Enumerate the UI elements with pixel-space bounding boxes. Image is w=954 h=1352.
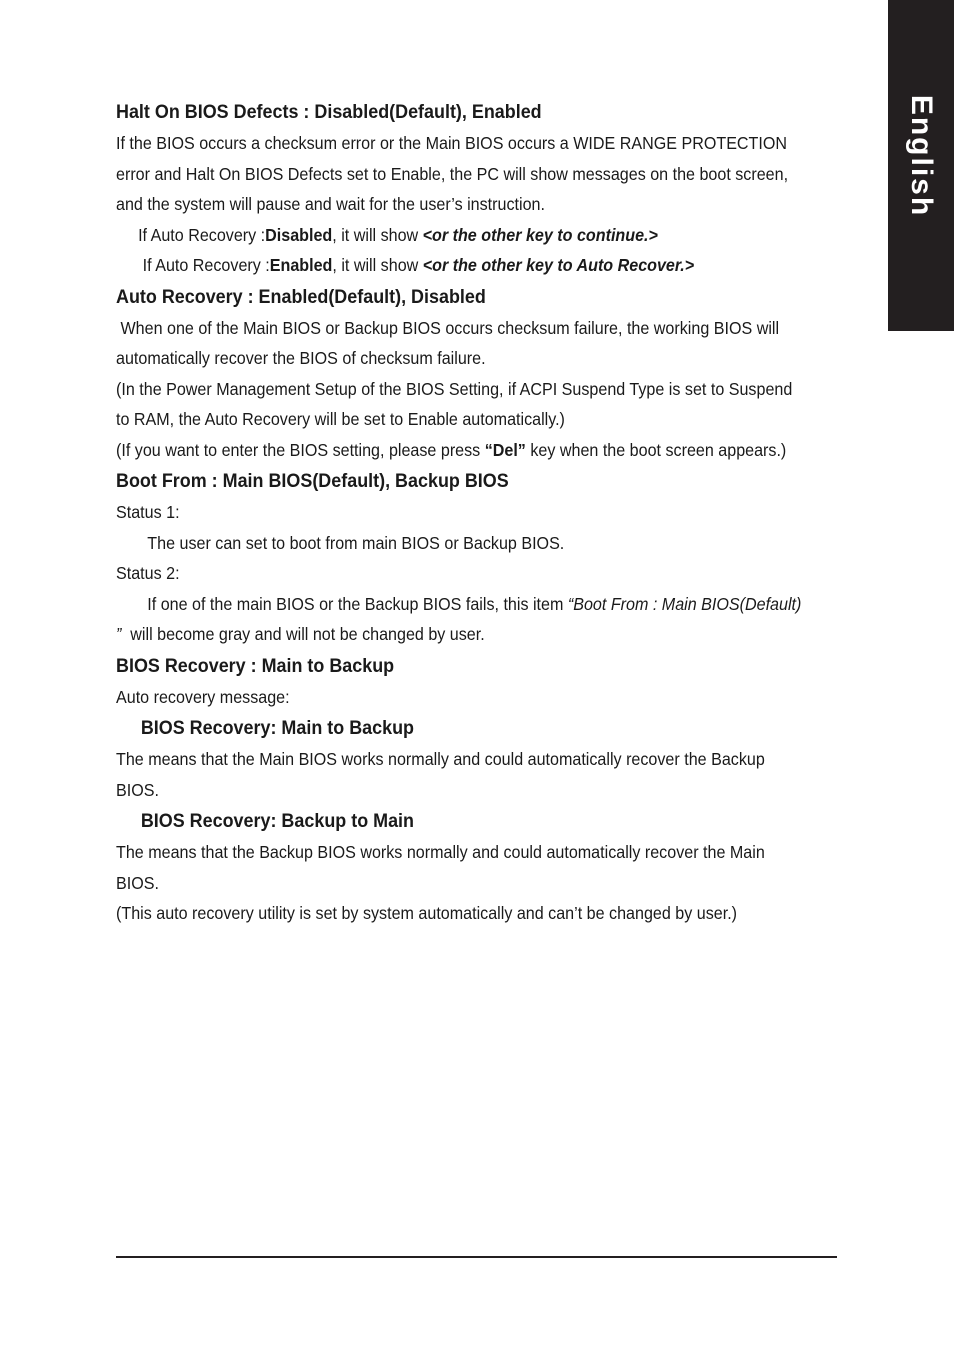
halt-disabled-middle: , it will show: [332, 224, 423, 245]
status2-text: [116, 589, 838, 620]
halt-heading: Halt On BIOS Defects : Disabled(Default), Enabled: [116, 101, 542, 123]
halt-disabled-line: [116, 220, 838, 251]
status2-continuation: [116, 619, 838, 650]
msg2-line-3: (This auto recovery utility is set by system automatically and can’t be changed by user.): [116, 903, 738, 923]
halt-enabled-line: [116, 250, 838, 281]
halt-disabled-prefix: If Auto Recovery :: [138, 224, 266, 245]
auto-recovery-heading: Auto Recovery : Enabled(Default), Disabled: [116, 285, 486, 308]
msg1-heading: BIOS Recovery: Main to Backup: [140, 717, 415, 739]
halt-disabled-state: Disabled: [265, 224, 333, 245]
halt-enabled-state: Enabled: [269, 255, 333, 275]
msg2-line-1: The means that the Backup BIOS works normally and could automatically recover the Main: [116, 842, 765, 862]
status1-label: Status 1:: [116, 502, 180, 522]
auto-recovery-line-1: When one of the Main BIOS or Backup BIOS occurs checksum failure, the working BIOS will: [116, 317, 780, 338]
language-tab-label: English: [905, 94, 938, 218]
halt-enabled-prefix: If Auto Recovery :: [142, 255, 270, 275]
msg2-heading: BIOS Recovery: Backup to Main: [140, 810, 415, 832]
del-line-suffix: key when the boot screen appears.): [525, 439, 787, 460]
auto-recovery-line-3: (In the Power Management Setup of the BIOS Setting, if ACPI Suspend Type is set to Suspend: [116, 378, 793, 399]
halt-body-line-1: If the BIOS occurs a checksum error or the Main BIOS occurs a WIDE RANGE PROTECTION: [116, 133, 788, 153]
footer-divider: [116, 1256, 837, 1258]
msg1-line-2: BIOS.: [116, 779, 159, 800]
boot-from-heading: Boot From : Main BIOS(Default), Backup BIOS: [116, 470, 509, 492]
document-body: [116, 96, 838, 929]
status1-text: The user can set to boot from main BIOS or Backup BIOS.: [147, 532, 565, 553]
bios-recovery-heading: BIOS Recovery : Main to Backup: [116, 654, 395, 677]
del-key: “Del”: [484, 439, 526, 460]
status2-quote-end: ”: [116, 624, 122, 644]
status2-prefix: If one of the main BIOS or the Backup BIOS fails, this item: [147, 593, 568, 614]
halt-enabled-message: <or the other key to Auto Recover.>: [422, 255, 695, 275]
del-line-prefix: (If you want to enter the BIOS setting, please press: [116, 439, 485, 460]
msg1-line-1: The means that the Main BIOS works normally and could automatically recover the Backup: [116, 749, 765, 769]
halt-body-line-2: error and Halt On BIOS Defects set to Enable, the PC will show messages on the boot screen,: [116, 163, 789, 184]
halt-body-line-3: and the system will pause and wait for the user’s instruction.: [116, 194, 545, 214]
msg2-line-2: BIOS.: [116, 872, 159, 893]
auto-recovery-line-4: to RAM, the Auto Recovery will be set to Enable automatically.): [116, 409, 565, 429]
halt-enabled-middle: , it will show: [332, 255, 423, 275]
auto-recovery-line-2: automatically recover the BIOS of checksum failure.: [116, 348, 486, 368]
status2-item: “Boot From : Main BIOS(Default): [567, 593, 802, 614]
status2-label: Status 2:: [116, 563, 180, 583]
language-tab: [888, 0, 954, 331]
status2-suffix: will become gray and will not be changed by user.: [121, 624, 485, 644]
halt-disabled-message: <or the other key to continue.>: [422, 224, 658, 245]
auto-recovery-del-line: [116, 435, 838, 466]
bios-recovery-intro: Auto recovery message:: [116, 686, 290, 707]
